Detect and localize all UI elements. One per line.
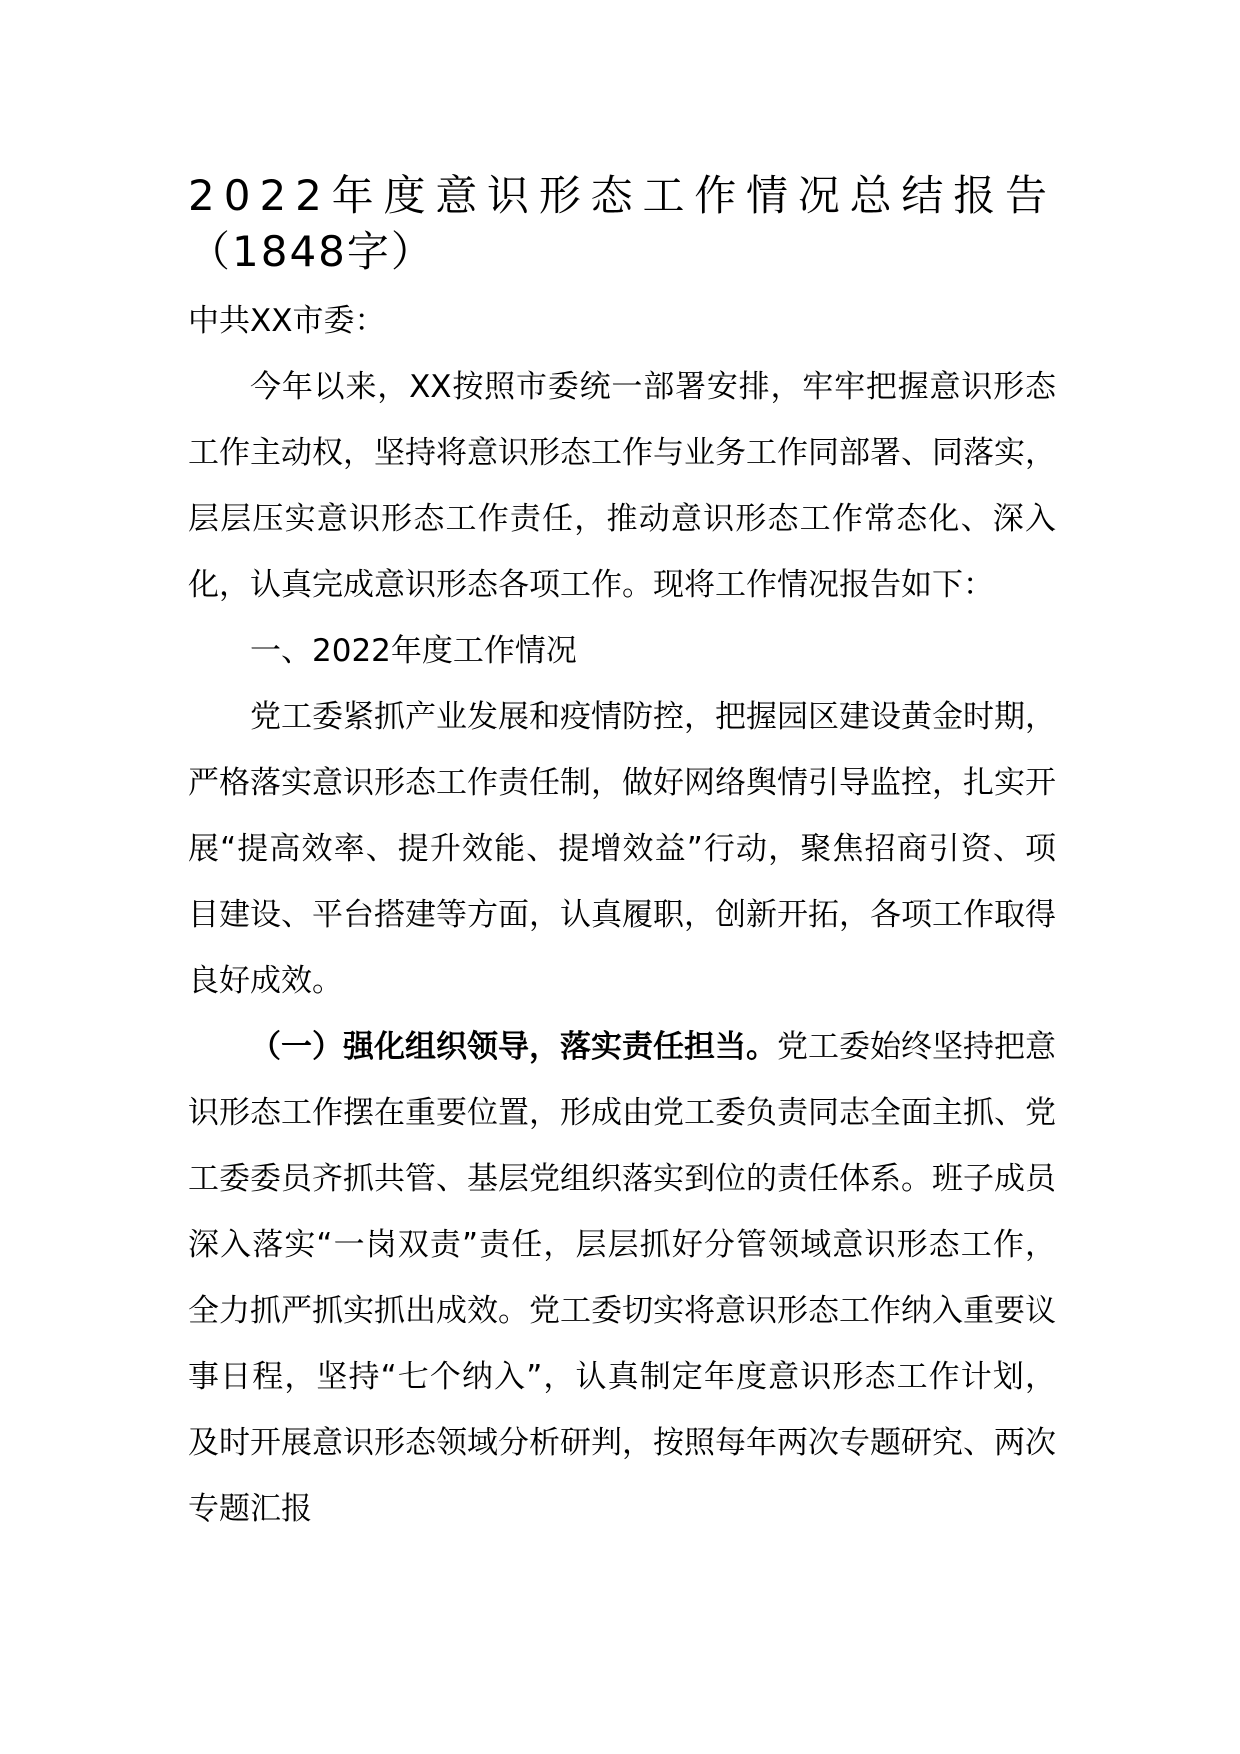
item-heading: （一）强化组织领导，落实责任担当。 <box>250 1029 777 1065</box>
document-title-word-count: （1848字） <box>188 227 435 276</box>
section-body-paragraph: 党工委紧抓产业发展和疫情防控，把握园区建设黄金时期，严格落实意识形态工作责任制，做好网络舆情引导监控，扎实开展“提高效率、提升效能、提增效益”行动，聚焦招商引资、项目建设、平台搭建等方面，认真履职，创新开拓，各项工作取得良好成效。 <box>188 699 1056 999</box>
document-page <box>188 168 1056 1542</box>
intro-paragraph: 今年以来，XX按照市委统一部署安排，牢牢把握意识形态工作主动权，坚持将意识形态工作与业务工作同部署、同落实，层层压实意识形态工作责任，推动意识形态工作常态化、深入化，认真完成意识形态各项工作。现将工作情况报告如下： <box>188 369 1056 603</box>
item-body: 党工委始终坚持把意识形态工作摆在重要位置，形成由党工委负责同志全面主抓、党工委委员齐抓共管、基层党组织落实到位的责任体系。班子成员深入落实“一岗双责”责任，层层抓好分管领域意识形态工作，全力抓严抓实抓出成效。党工委切实将意识形态工作纳入重要议事日程，坚持“七个纳入”，认真制定年度意识形态工作计划，及时开展意识形态领域分析研判，按照每年两次专题研究、两次专题汇报 <box>188 1029 1056 1527</box>
salutation: 中共XX市委： <box>188 303 386 339</box>
section-heading: 一、2022年度工作情况 <box>250 633 577 669</box>
item-paragraph <box>188 1014 1056 1542</box>
document-title: 2022年度意识形态工作情况总结报告 <box>188 171 1056 220</box>
